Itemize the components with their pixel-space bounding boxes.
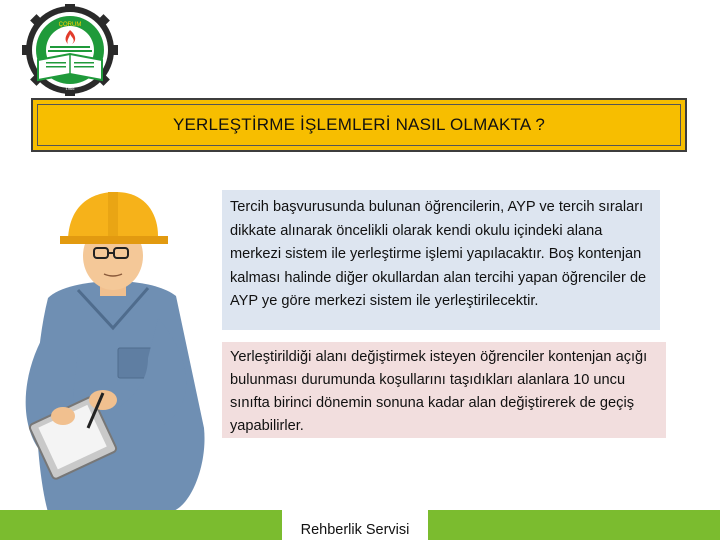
footer-bar xyxy=(0,510,720,540)
footer-text: Rehberlik Servisi xyxy=(300,522,410,538)
info-box-pink xyxy=(222,342,666,438)
page-title: YERLEŞTİRME İŞLEMLERİ NASIL OLMAKTA ? xyxy=(172,115,546,134)
school-logo-icon xyxy=(10,4,130,96)
info-box-blue xyxy=(222,190,660,330)
logo-line-1: ÇORUM xyxy=(58,22,82,28)
title-banner xyxy=(31,98,687,152)
footer-label-box xyxy=(282,510,428,540)
worker-illustration-icon xyxy=(8,178,218,512)
paragraph-1: Tercih başvurusunda bulunan öğrencilerin, AYP ve tercih sıraları dikkate alınarak öncelikli olarak kendi okulu içindeki alana merkezi sistem ile yerleştirme işlemi yapılacaktır. Boş kontenjan kalması halinde diğer okullardan alan tercihi yapan öğrenciler de AYP ye göre merkezi sistem ile yerleştirilecektir. xyxy=(230,199,647,309)
logo-year: 1966 xyxy=(65,86,75,91)
paragraph-2: Yerleştirildiği alanı değiştirmek isteyen öğrenciler kontenjan açığı bulunması durumunda koşullarını taşıdıkları alanlara 10 uncu sınıfta birinci dönemin sonuna kadar alan değiştirerek de geçiş yapabilirler. xyxy=(230,349,648,434)
